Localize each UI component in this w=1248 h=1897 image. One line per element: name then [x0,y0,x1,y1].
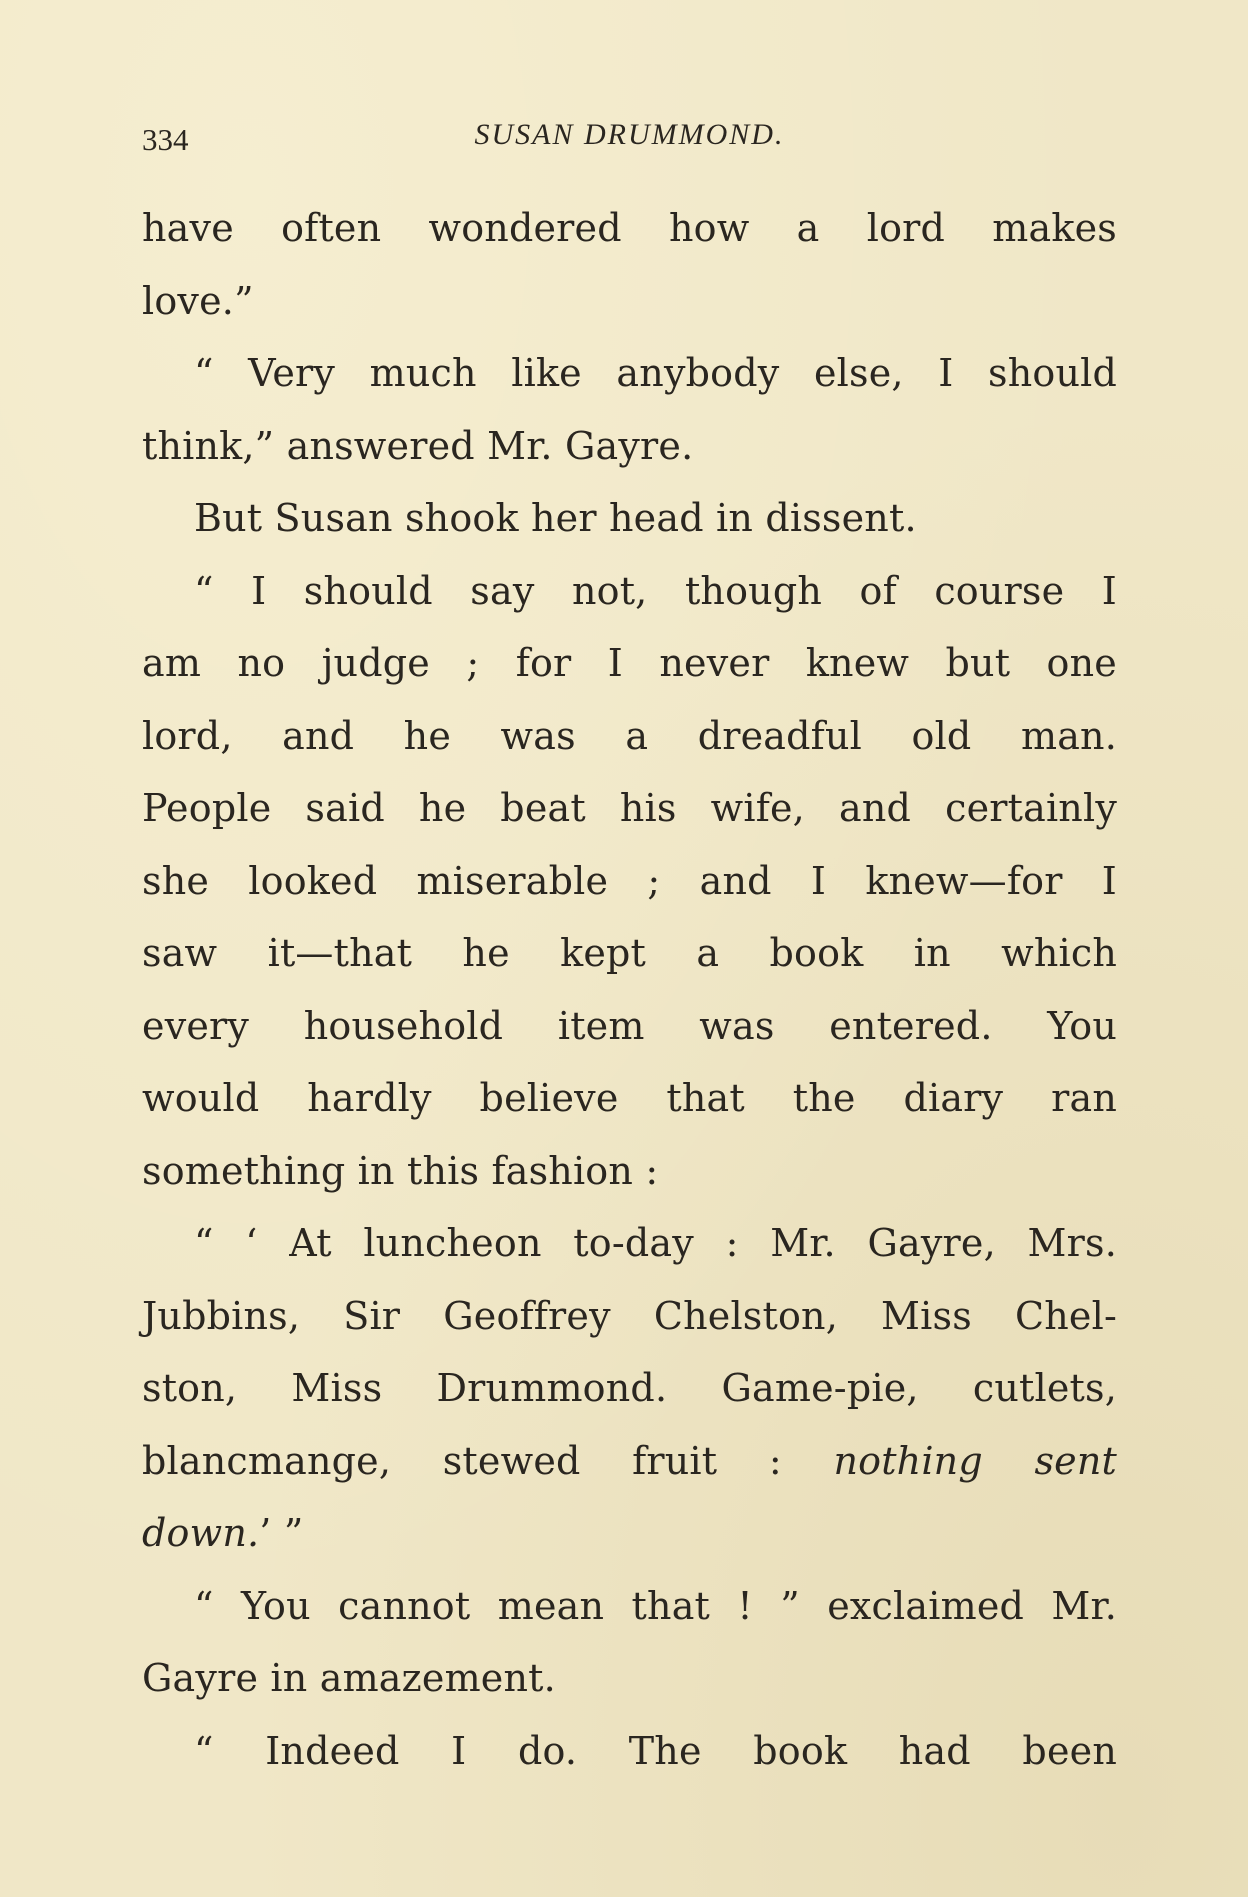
text-segment: blancmange, stewed fruit : [142,1438,782,1483]
text-line: something in this fashion : [142,1148,659,1193]
page-number: 334 [142,122,189,157]
text-line: Gayre in amazement. [142,1656,556,1700]
text-line: lord, and he was a dreadful old man. [142,713,1117,758]
text-line: am no judge ; for I never knew but one [142,641,1117,685]
text-line: saw it—that he kept a book in which [142,931,1117,975]
text-line: love.” [142,278,254,323]
text-line-mixed [142,1497,1117,1570]
text-line: think,” answered Mr. Gayre. [142,423,694,468]
text-line: “ ‘ At luncheon to-day : Mr. Gayre, Mrs. [194,1221,1117,1265]
italic-text: nothing sent [833,1438,1118,1483]
text-line: “ Very much like anybody else, I should [194,351,1117,395]
text-line: would hardly believe that the diary ran [142,1076,1117,1120]
text-line: People said he beat his wife, and certainly [142,786,1117,830]
page-header [142,118,1117,168]
text-segment: ’ ” [259,1511,304,1555]
text-line: “ You cannot mean that ! ” exclaimed Mr. [194,1583,1117,1628]
text-line: But Susan shook her head in dissent. [194,496,917,540]
text-line: “ I should say not, though of course I [194,568,1117,613]
text-line: Jubbins, Sir Geoffrey Chelston, Miss Chel- [142,1293,1117,1338]
text-line: she looked miserable ; and I knew—for I [142,858,1117,903]
running-title: SUSAN DRUMMOND. [474,118,785,151]
text-line: “ Indeed I do. The book had been [194,1728,1117,1773]
text-line: ston, Miss Drummond. Game-pie, cutlets, [142,1366,1117,1410]
italic-text: down. [142,1511,260,1555]
text-line: every household item was entered. You [142,1003,1117,1048]
text-line: have often wondered how a lord makes [142,206,1117,250]
text-line-mixed [142,1425,1117,1498]
body-text [142,192,1117,1787]
